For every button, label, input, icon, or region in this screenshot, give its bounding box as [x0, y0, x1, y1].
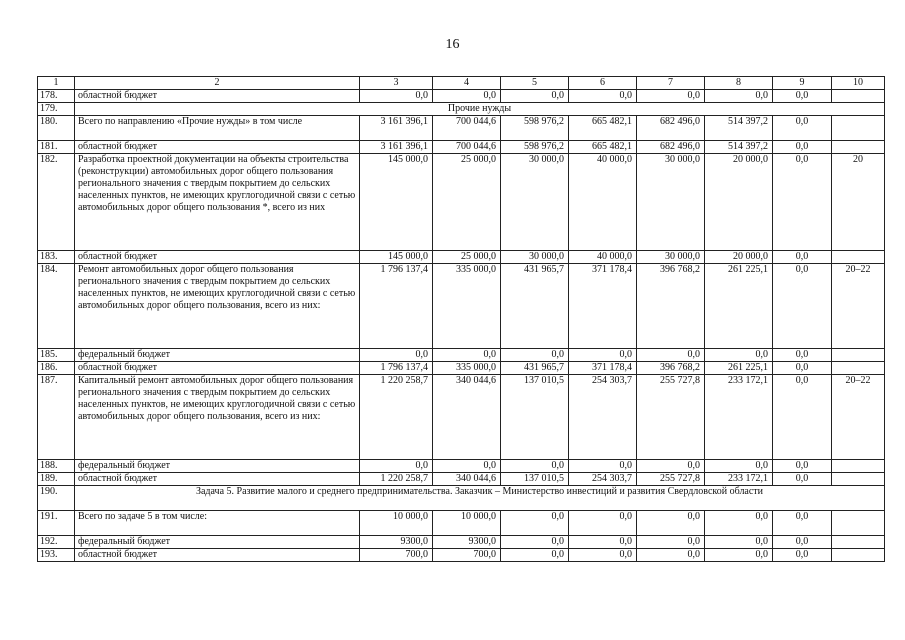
- amount-cell: 30 000,0: [637, 154, 705, 251]
- target-indicator-cell: 20–22: [832, 264, 885, 349]
- row-description: областной бюджет: [75, 362, 360, 375]
- header-cell: 3: [360, 77, 433, 90]
- amount-cell: 261 225,1: [705, 362, 773, 375]
- amount-cell: 9300,0: [360, 536, 433, 549]
- amount-cell: 0,0: [360, 349, 433, 362]
- row-number: 186.: [38, 362, 75, 375]
- amount-cell: 0,0: [705, 90, 773, 103]
- amount-cell: 145 000,0: [360, 154, 433, 251]
- amount-cell: 700,0: [360, 549, 433, 562]
- table-row: [38, 375, 885, 460]
- table-row: [38, 473, 885, 486]
- table-row: [38, 154, 885, 251]
- amount-cell: 371 178,4: [569, 362, 637, 375]
- header-row: [38, 77, 885, 90]
- amount-cell: 255 727,8: [637, 473, 705, 486]
- amount-cell: 0,0: [773, 141, 832, 154]
- row-number: 183.: [38, 251, 75, 264]
- amount-cell: 0,0: [773, 473, 832, 486]
- amount-cell: 145 000,0: [360, 251, 433, 264]
- amount-cell: 1 796 137,4: [360, 362, 433, 375]
- row-number: 182.: [38, 154, 75, 251]
- target-indicator-cell: 20: [832, 154, 885, 251]
- amount-cell: 0,0: [433, 349, 501, 362]
- amount-cell: 0,0: [705, 511, 773, 536]
- amount-cell: 682 496,0: [637, 116, 705, 141]
- amount-cell: 0,0: [705, 460, 773, 473]
- amount-cell: 10 000,0: [433, 511, 501, 536]
- amount-cell: 137 010,5: [501, 473, 569, 486]
- amount-cell: 1 796 137,4: [360, 264, 433, 349]
- row-description: Всего по задаче 5 в том числе:: [75, 511, 360, 536]
- table-row: [38, 511, 885, 536]
- row-number: 191.: [38, 511, 75, 536]
- header-cell: 8: [705, 77, 773, 90]
- row-number: 189.: [38, 473, 75, 486]
- amount-cell: 30 000,0: [501, 154, 569, 251]
- table-row: [38, 549, 885, 562]
- amount-cell: 0,0: [705, 349, 773, 362]
- header-cell: 5: [501, 77, 569, 90]
- row-number: 181.: [38, 141, 75, 154]
- amount-cell: 0,0: [705, 536, 773, 549]
- amount-cell: 0,0: [433, 90, 501, 103]
- amount-cell: 0,0: [773, 362, 832, 375]
- target-indicator-cell: [832, 511, 885, 536]
- amount-cell: 261 225,1: [705, 264, 773, 349]
- amount-cell: 0,0: [569, 549, 637, 562]
- row-number: 184.: [38, 264, 75, 349]
- row-description: Разработка проектной документации на объекты строительства (реконструкции) автомобильных дорог общего пользования регионального значения с твердым покрытием до сельских населенных пунктов, не имеющих круглогодичной связи с сетью автомобильных дорог общего пользования *, всего из них: [75, 154, 360, 251]
- amount-cell: 3 161 396,1: [360, 141, 433, 154]
- row-description: областной бюджет: [75, 251, 360, 264]
- amount-cell: 0,0: [433, 460, 501, 473]
- row-description: федеральный бюджет: [75, 460, 360, 473]
- table-row: [38, 536, 885, 549]
- row-number: 193.: [38, 549, 75, 562]
- amount-cell: 0,0: [705, 549, 773, 562]
- amount-cell: 20 000,0: [705, 154, 773, 251]
- amount-cell: 665 482,1: [569, 141, 637, 154]
- amount-cell: 0,0: [637, 460, 705, 473]
- header-cell: 7: [637, 77, 705, 90]
- amount-cell: 431 965,7: [501, 264, 569, 349]
- row-number: 188.: [38, 460, 75, 473]
- amount-cell: 340 044,6: [433, 375, 501, 460]
- amount-cell: 1 220 258,7: [360, 473, 433, 486]
- amount-cell: 25 000,0: [433, 251, 501, 264]
- amount-cell: 0,0: [773, 536, 832, 549]
- amount-cell: 233 172,1: [705, 473, 773, 486]
- page-number: 16: [445, 37, 460, 52]
- amount-cell: 30 000,0: [637, 251, 705, 264]
- table-row: [38, 460, 885, 473]
- amount-cell: 682 496,0: [637, 141, 705, 154]
- amount-cell: 254 303,7: [569, 375, 637, 460]
- section-title: Прочие нужды: [75, 103, 885, 116]
- amount-cell: 598 976,2: [501, 116, 569, 141]
- target-indicator-cell: [832, 473, 885, 486]
- table-row: [38, 362, 885, 375]
- row-number: 192.: [38, 536, 75, 549]
- row-number: 190.: [38, 486, 75, 511]
- amount-cell: 0,0: [501, 536, 569, 549]
- amount-cell: 0,0: [773, 90, 832, 103]
- target-indicator-cell: [832, 116, 885, 141]
- row-number: 180.: [38, 116, 75, 141]
- amount-cell: 0,0: [773, 154, 832, 251]
- amount-cell: 0,0: [501, 549, 569, 562]
- amount-cell: 9300,0: [433, 536, 501, 549]
- amount-cell: 0,0: [773, 349, 832, 362]
- amount-cell: 700 044,6: [433, 141, 501, 154]
- amount-cell: 137 010,5: [501, 375, 569, 460]
- amount-cell: 0,0: [637, 536, 705, 549]
- amount-cell: 431 965,7: [501, 362, 569, 375]
- section-title: Задача 5. Развитие малого и среднего предпринимательства. Заказчик – Министерство инвестиций и развития Свердловской области: [75, 486, 885, 511]
- amount-cell: 0,0: [501, 349, 569, 362]
- amount-cell: 0,0: [773, 264, 832, 349]
- target-indicator-cell: [832, 536, 885, 549]
- table-row: [38, 116, 885, 141]
- amount-cell: 598 976,2: [501, 141, 569, 154]
- table-body: [38, 77, 885, 562]
- amount-cell: 0,0: [773, 549, 832, 562]
- amount-cell: 0,0: [773, 116, 832, 141]
- target-indicator-cell: [832, 251, 885, 264]
- row-description: федеральный бюджет: [75, 536, 360, 549]
- amount-cell: 0,0: [569, 460, 637, 473]
- row-description: федеральный бюджет: [75, 349, 360, 362]
- amount-cell: 0,0: [637, 90, 705, 103]
- table-row: [38, 90, 885, 103]
- row-number: 178.: [38, 90, 75, 103]
- amount-cell: 0,0: [360, 90, 433, 103]
- target-indicator-cell: [832, 90, 885, 103]
- amount-cell: 0,0: [637, 511, 705, 536]
- row-number: 187.: [38, 375, 75, 460]
- amount-cell: 665 482,1: [569, 116, 637, 141]
- amount-cell: 0,0: [569, 90, 637, 103]
- amount-cell: 0,0: [637, 549, 705, 562]
- amount-cell: 0,0: [569, 511, 637, 536]
- amount-cell: 514 397,2: [705, 141, 773, 154]
- header-cell: 2: [75, 77, 360, 90]
- amount-cell: 700 044,6: [433, 116, 501, 141]
- amount-cell: 3 161 396,1: [360, 116, 433, 141]
- header-cell: 4: [433, 77, 501, 90]
- amount-cell: 396 768,2: [637, 264, 705, 349]
- amount-cell: 0,0: [501, 511, 569, 536]
- row-description: областной бюджет: [75, 473, 360, 486]
- header-cell: 9: [773, 77, 832, 90]
- amount-cell: 0,0: [569, 349, 637, 362]
- header-cell: 1: [38, 77, 75, 90]
- target-indicator-cell: [832, 141, 885, 154]
- row-description: Ремонт автомобильных дорог общего пользования регионального значения с твердым покрытием до сельских населенных пунктов, не имеющих круглогодичной связи с сетью автомобильных дорог общего пользования, всего из них:: [75, 264, 360, 349]
- amount-cell: 254 303,7: [569, 473, 637, 486]
- header-cell: 6: [569, 77, 637, 90]
- amount-cell: 1 220 258,7: [360, 375, 433, 460]
- budget-table: [37, 76, 885, 562]
- amount-cell: 10 000,0: [360, 511, 433, 536]
- row-number: 179.: [38, 103, 75, 116]
- amount-cell: 30 000,0: [501, 251, 569, 264]
- amount-cell: 20 000,0: [705, 251, 773, 264]
- target-indicator-cell: [832, 549, 885, 562]
- amount-cell: 0,0: [773, 460, 832, 473]
- target-indicator-cell: [832, 460, 885, 473]
- target-indicator-cell: [832, 349, 885, 362]
- amount-cell: 233 172,1: [705, 375, 773, 460]
- amount-cell: 396 768,2: [637, 362, 705, 375]
- amount-cell: 0,0: [501, 460, 569, 473]
- amount-cell: 0,0: [569, 536, 637, 549]
- amount-cell: 0,0: [501, 90, 569, 103]
- row-description: Капитальный ремонт автомобильных дорог общего пользования регионального значения с твердым покрытием до сельских населенных пунктов, не имеющих круглогодичной связи с сетью автомобильных дорог общего пользования, всего из них:: [75, 375, 360, 460]
- target-indicator-cell: [832, 362, 885, 375]
- table-row: [38, 349, 885, 362]
- header-cell: 10: [832, 77, 885, 90]
- section-row: [38, 103, 885, 116]
- amount-cell: 255 727,8: [637, 375, 705, 460]
- amount-cell: 335 000,0: [433, 362, 501, 375]
- row-description: областной бюджет: [75, 549, 360, 562]
- amount-cell: 0,0: [360, 460, 433, 473]
- amount-cell: 0,0: [773, 251, 832, 264]
- row-number: 185.: [38, 349, 75, 362]
- target-indicator-cell: 20–22: [832, 375, 885, 460]
- row-description: областной бюджет: [75, 90, 360, 103]
- amount-cell: 40 000,0: [569, 251, 637, 264]
- amount-cell: 0,0: [637, 349, 705, 362]
- amount-cell: 25 000,0: [433, 154, 501, 251]
- amount-cell: 340 044,6: [433, 473, 501, 486]
- row-description: областной бюджет: [75, 141, 360, 154]
- table-row: [38, 251, 885, 264]
- amount-cell: 40 000,0: [569, 154, 637, 251]
- table-row: [38, 141, 885, 154]
- amount-cell: 0,0: [773, 375, 832, 460]
- table-row: [38, 264, 885, 349]
- amount-cell: 0,0: [773, 511, 832, 536]
- amount-cell: 514 397,2: [705, 116, 773, 141]
- row-description: Всего по направлению «Прочие нужды» в том числе: [75, 116, 360, 141]
- amount-cell: 371 178,4: [569, 264, 637, 349]
- section-row: [38, 486, 885, 511]
- amount-cell: 700,0: [433, 549, 501, 562]
- amount-cell: 335 000,0: [433, 264, 501, 349]
